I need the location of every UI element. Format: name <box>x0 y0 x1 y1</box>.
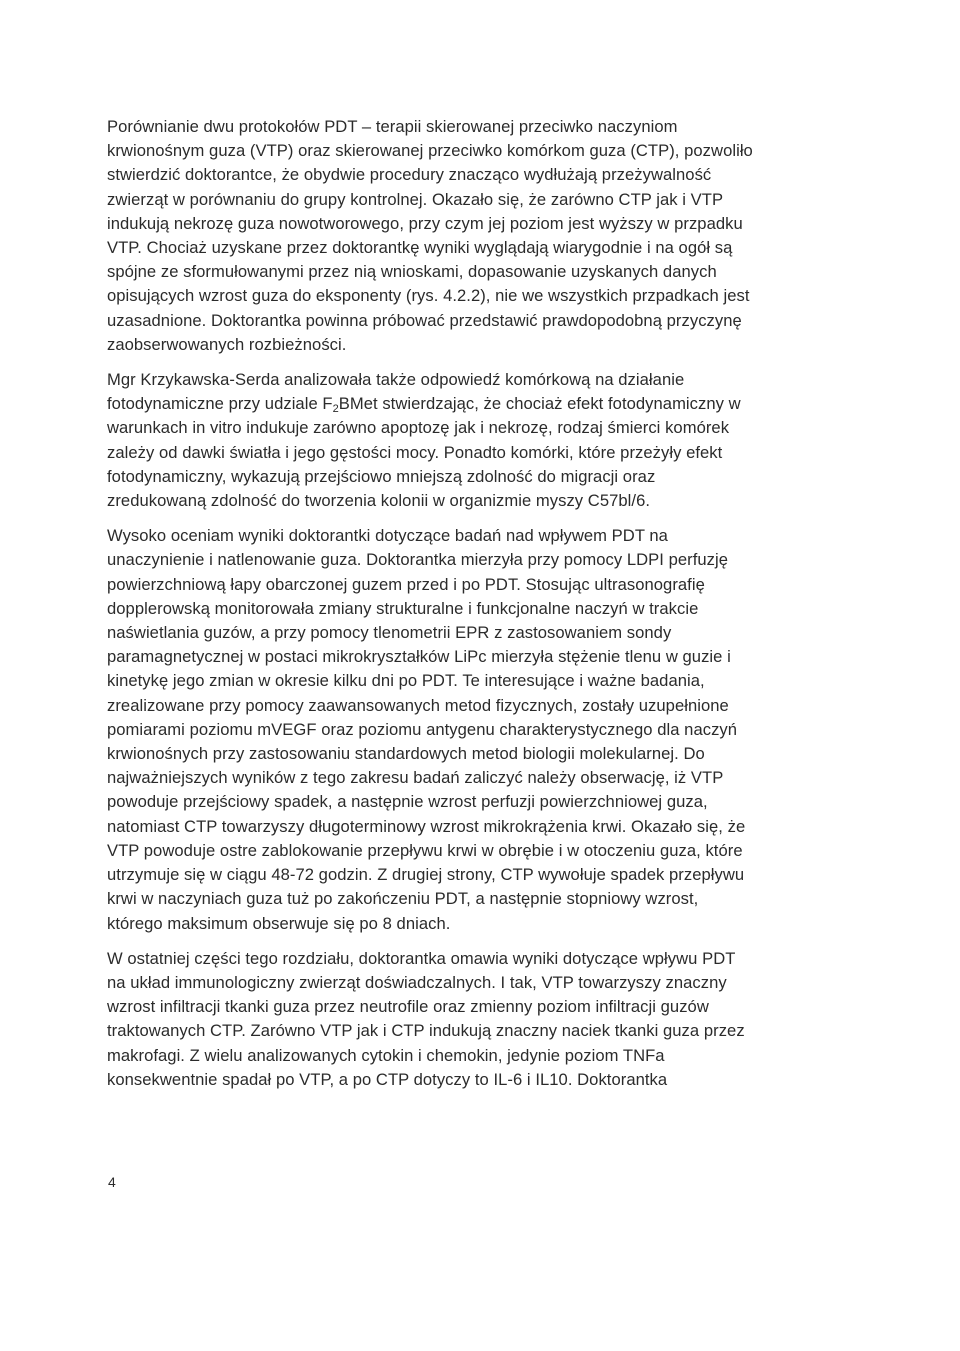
text-line: krwionośnych przy zastosowaniu standardowych metod biologii molekularnej. Do <box>107 744 705 764</box>
text-segment: BMet stwierdzając, że chociaż efekt fotodynamiczny w <box>338 394 741 414</box>
text-line: W ostatniej części tego rozdziału, doktorantka omawia wyniki dotyczące wpływu PDT <box>107 948 736 968</box>
body-text <box>107 115 847 1092</box>
text-line: opisujących wzrost guza do eksponenty (rys. 4.2.2), nie we wszystkich przpadkach jest <box>107 286 750 306</box>
text-line: dopplerowską monitorowała zmiany strukturalne i funkcjonalne naczyń w trakcie <box>107 598 699 618</box>
text-line: makrofagi. Z wielu analizowanych cytokin i chemokin, jedynie poziom TNFa <box>107 1045 665 1065</box>
text-line: warunkach in vitro indukuje zarówno apoptozę jak i nekrozę, rodzaj śmierci komórek <box>107 418 730 438</box>
text-line: zwierząt w porównaniu do grupy kontrolnej. Okazało się, że zarówno CTP jak i VTP <box>107 189 724 209</box>
text-line: paramagnetycznej w postaci mikrokryształków LiPc mierzyła stężenie tlenu w guzie i <box>107 647 731 667</box>
text-line: powoduje przejściowy spadek, a następnie wzrost perfuzji powierzchniowej guza, <box>107 792 708 812</box>
paragraph-4 <box>107 947 847 1092</box>
text-line: zaobserwowanych rozbieżności. <box>107 334 347 354</box>
text-line: fotodynamiczny, wykazują przejściowo mniejszą zdolność do migracji oraz <box>107 466 656 486</box>
text-line: pomiarami poziomu mVEGF oraz poziomu antygenu charakterystycznego dla naczyń <box>107 719 738 739</box>
text-line: zrealizowane przy pomocy zaawansowanych metod fizycznych, zostały uzupełnione <box>107 695 729 715</box>
text-line: VTP. Chociaż uzyskane przez doktorantkę wyniki wyglądają wiarygodnie i na ogół są <box>107 238 733 258</box>
text-line: konsekwentnie spadał po VTP, a po CTP dotyczy to IL-6 i IL10. Doktorantka <box>107 1069 668 1089</box>
text-line: kinetykę jego zmian w okresie kilku dni po PDT. Te interesujące i ważne badania, <box>107 671 705 691</box>
text-line: utrzymuje się w ciągu 48-72 godzin. Z drugiej strony, CTP wywołuje spadek przepływu <box>107 865 745 885</box>
text-line: natomiast CTP towarzyszy długoterminowy wzrost mikrokrążenia krwi. Okazało się, że <box>107 816 746 836</box>
text-line: którego maksimum obserwuje się po 8 dniach. <box>107 913 451 933</box>
paragraph-1 <box>107 115 847 357</box>
text-line: zależy od dawki światła i jego gęstości mocy. Ponadto komórki, które przeżyły efekt <box>107 442 723 462</box>
text-line: zredukowaną zdolność do tworzenia kolonii w organizmie myszy C57bl/6. <box>107 491 651 511</box>
text-line: traktowanych CTP. Zarówno VTP jak i CTP indukują znaczny naciek tkanki guza przez <box>107 1021 745 1041</box>
text-line: wzrost infiltracji tkanki guza przez neutrofile oraz zmienny poziom infiltracji guzów <box>107 997 709 1017</box>
paragraph-2 <box>107 368 847 513</box>
text-line: unaczynienie i natlenowanie guza. Doktorantka mierzyła przy pomocy LDPI perfuzję <box>107 550 729 570</box>
text-line: Mgr Krzykawska-Serda analizowała także odpowiedź komórkową na działanie <box>107 370 685 390</box>
subscript: 2 <box>332 403 339 416</box>
text-line: stwierdzić doktorantce, że obydwie procedury znacząco wydłużają przeżywalność <box>107 165 712 185</box>
text-line: Wysoko oceniam wyniki doktorantki dotyczące badań nad wpływem PDT na <box>107 526 668 546</box>
text-segment: fotodynamiczne przy udziale F <box>107 394 333 414</box>
text-line <box>107 392 847 416</box>
paragraph-3 <box>107 524 847 935</box>
text-line: krwi w naczyniach guza tuż po zakończeniu PDT, a następnie stopniowy wzrost, <box>107 889 699 909</box>
text-line: powierzchniową łapy obarczonej guzem przed i po PDT. Stosując ultrasonografię <box>107 574 705 594</box>
text-line: na układ immunologiczny zwierząt doświadczalnych. I tak, VTP towarzyszy znaczny <box>107 972 727 992</box>
text-line: Porównianie dwu protokołów PDT – terapii skierowanej przeciwko naczyniom <box>107 117 678 136</box>
text-line: indukują nekrozę guza nowotworowego, przy czym jej poziom jest wyższy w przpadku <box>107 213 743 233</box>
text-line: naświetlania guzów, a przy pomocy tlenometrii EPR z zastosowaniem sondy <box>107 623 672 643</box>
text-line: najważniejszych wyników z tego zakresu badań zaliczyć należy obserwację, iż VTP <box>107 768 724 788</box>
page-number: 4 <box>108 1174 116 1190</box>
text-line: VTP powoduje ostre zablokowanie przepływu krwi w obrębie i w otoczeniu guza, które <box>107 840 743 860</box>
text-line: spójne ze sformułowanymi przez nią wnioskami, dopasowanie uzyskanych danych <box>107 262 717 282</box>
text-line: krwionośnym guza (VTP) oraz skierowanej przeciwko komórkom guza (CTP), pozwoliło <box>107 141 753 161</box>
text-line: uzasadnione. Doktorantka powinna próbować przedstawić prawdopodobną przyczynę <box>107 310 742 330</box>
